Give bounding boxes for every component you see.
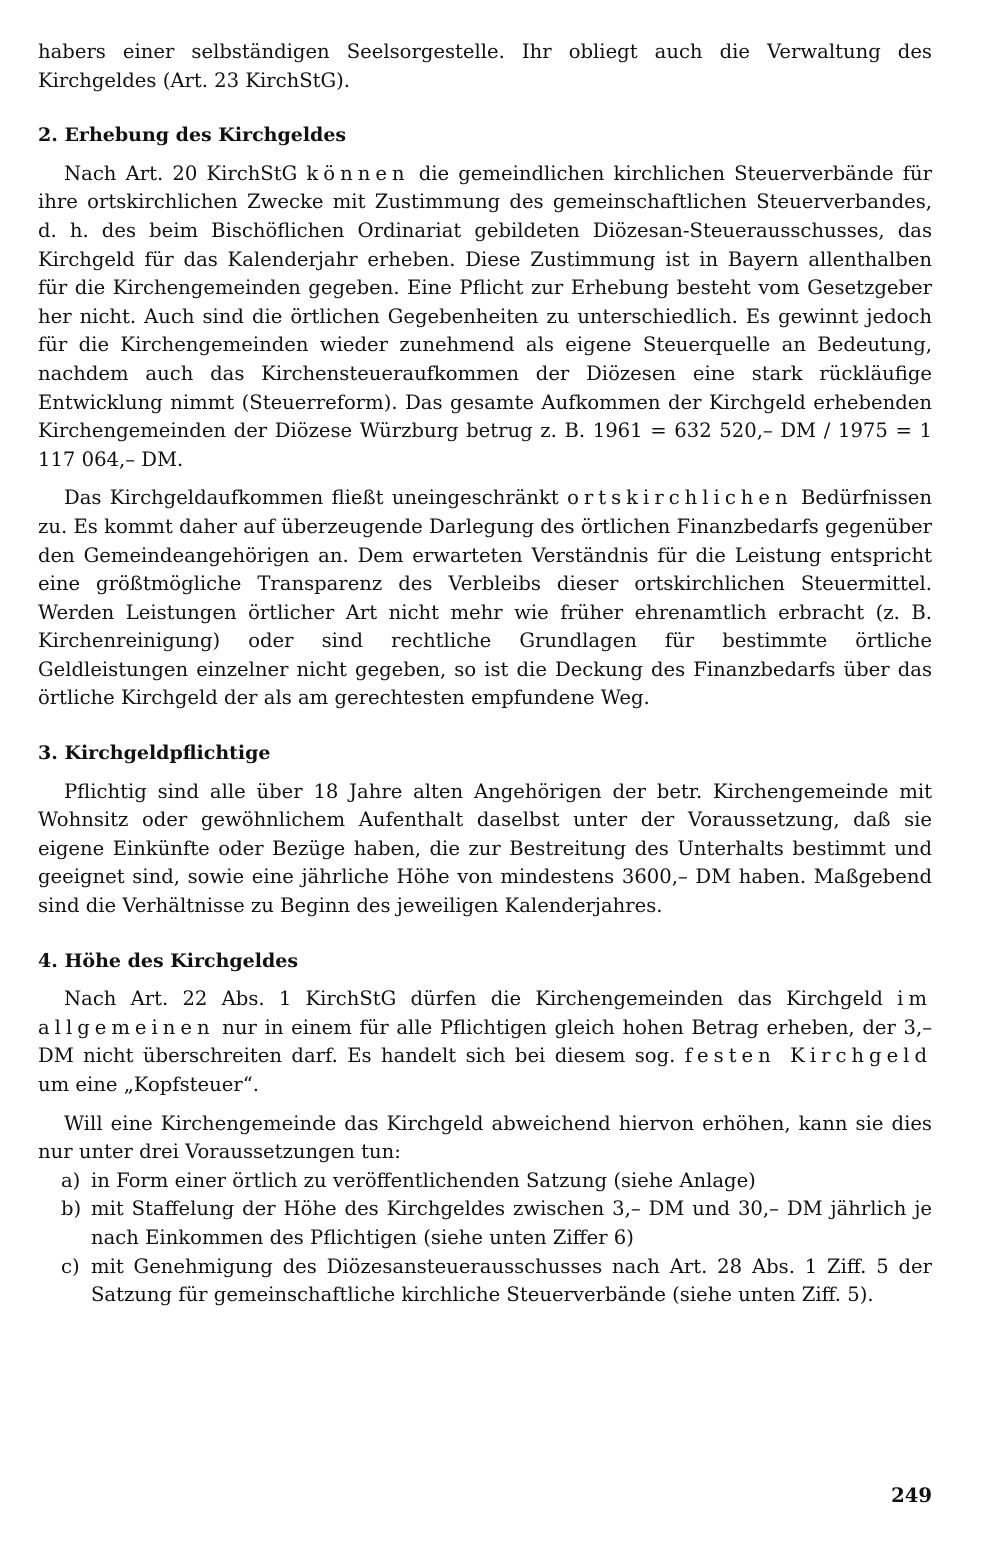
- section-4-p1-middle: nur in einem für alle Pflichtigen gleich hohen Betrag erheben, der 3,– DM nicht überschreiten darf. Es handelt sich bei diesem sog.: [38, 1015, 932, 1068]
- section-2-p1-emphasis: können: [306, 161, 410, 185]
- list-marker: a): [61, 1168, 81, 1192]
- section-3-heading: 3. Kirchgeldpflichtige: [38, 742, 271, 765]
- list-item-text: mit Genehmigung des Diözesansteuerausschusses nach Art. 28 Abs. 1 Ziff. 5 der Satzung für gemeinschaftliche kirchliche Steuerverbände (siehe unten Ziff. 5).: [91, 1254, 932, 1307]
- heading-gap: [38, 150, 932, 160]
- section-2-paragraph-2: [38, 484, 932, 713]
- paragraph-gap: [38, 474, 932, 484]
- section-3-paragraph-1: Pflichtig sind alle über 18 Jahre alten Angehörigen der betr. Kirchengemeinde mit Wohnsitz oder gewöhnlichem Aufenthalt daselbst unter der Voraussetzung, daß sie eigene Einkünfte oder Bezüge haben, die zur Bestreitung des Unterhalts bestimmt und geeignet sind, sowie eine jährliche Höhe von mindestens 3600,– DM haben. Maßgebend sind die Verhältnisse zu Beginn des jeweiligen Kalenderjahres.: [38, 779, 932, 918]
- section-2-p2-emphasis: ortskirchlichen: [567, 486, 793, 510]
- section-2-p2-end: Bedürfnissen zu. Es kommt daher auf überzeugende Darlegung des örtlichen Finanzbedarfs gegenüber den Gemeindeangehörigen an. Dem erwarteten Verständnis für die Leistung entspricht eine größtmögliche Transparenz des Verbleibs dieser ortskirchlichen Steuermittel. Werden Leistungen örtlicher Art nicht mehr wie früher ehrenamtlich erbracht (z. B. Kirchenreinigung) oder sind rechtliche Grundlagen für bestimmte örtliche Geldleistungen einzelner nicht gegeben, so ist die Deckung des Finanzbedarfs über das örtliche Kirchgeld der als am gerechtesten empfundene Weg.: [38, 486, 932, 710]
- list-item: [38, 1167, 932, 1196]
- document-page: [38, 38, 932, 1310]
- section-2-p2-start: Das Kirchgeldaufkommen fließt uneingeschränkt: [64, 486, 568, 510]
- list-marker: c): [61, 1254, 80, 1278]
- list-item-text: mit Staffelung der Höhe des Kirchgeldes zwischen 3,– DM und 30,– DM jährlich je nach Einkommen des Pflichtigen (siehe unten Ziffer 6): [91, 1197, 932, 1249]
- section-gap: [38, 713, 932, 739]
- section-4-p1-emphasis-1: im allgemeinen: [38, 987, 932, 1039]
- list-item: [38, 1253, 932, 1310]
- list-marker: b): [61, 1197, 82, 1221]
- section-4-paragraph-2: Will eine Kirchengemeinde das Kirchgeld abweichend hiervon erhöhen, kann sie dies nur unter drei Voraussetzungen tun:: [38, 1111, 932, 1164]
- section-2-p1-end: die gemeindlichen kirchlichen Steuerverbände für ihre ortskirchlichen Zwecke mit Zustimmung des gemeinschaftlichen Steuerverbandes, d. h. des beim Bischöflichen Ordinariat gebildeten Diözesan-Steuerausschusses, das Kirchgeld für das Kalenderjahr erheben. Diese Zustimmung ist in Bayern allenthalben für die Kirchengemeinden gegeben. Eine Pflicht zur Erhebung besteht vom Gesetzgeber her nicht. Auch sind die örtlichen Gegebenheiten zu unterschiedlich. Es gewinnt jedoch für die Kirchengemeinden wieder zunehmend als eigene Steuerquelle an Bedeutung, nachdem auch das Kirchensteueraufkommen der Diözesen eine stark rückläufige Entwicklung nimmt (Steuerreform). Das gesamte Aufkommen der Kirchgeld erhebenden Kirchengemeinden der Diözese Würzburg betrug z. B. 1961 = 632 520,– DM / 1975 = 1 117 064,– DM.: [38, 161, 932, 471]
- section-2-p1-start: Nach Art. 20 KirchStG: [64, 161, 307, 185]
- section-2-paragraph-1: [38, 160, 932, 475]
- section-4-p1-emphasis-2: festen Kirchgeld: [684, 1044, 932, 1068]
- intro-paragraph: habers einer selbständigen Seelsorgestelle. Ihr obliegt auch die Verwaltung des Kirchgeldes (Art. 23 KirchStG).: [38, 40, 932, 92]
- section-4-paragraph-1: [38, 985, 932, 1099]
- list-item: [38, 1195, 932, 1252]
- page-number: 249: [891, 1484, 932, 1507]
- section-4-heading: 4. Höhe des Kirchgeldes: [38, 949, 299, 972]
- heading-gap: [38, 975, 932, 985]
- section-4-p1-start: Nach Art. 22 Abs. 1 KirchStG dürfen die Kirchengemeinden das Kirchgeld: [64, 987, 898, 1011]
- conditions-list: [38, 1167, 932, 1310]
- section-gap: [38, 95, 932, 121]
- section-4-p1-end: um eine „Kopfsteuer“.: [38, 1073, 259, 1096]
- paragraph-gap: [38, 1100, 932, 1110]
- section-2-heading: 2. Erhebung des Kirchgeldes: [38, 124, 347, 147]
- section-gap: [38, 921, 932, 947]
- list-item-text: in Form einer örtlich zu veröffentlichenden Satzung (siehe Anlage): [91, 1168, 756, 1192]
- heading-gap: [38, 768, 932, 778]
